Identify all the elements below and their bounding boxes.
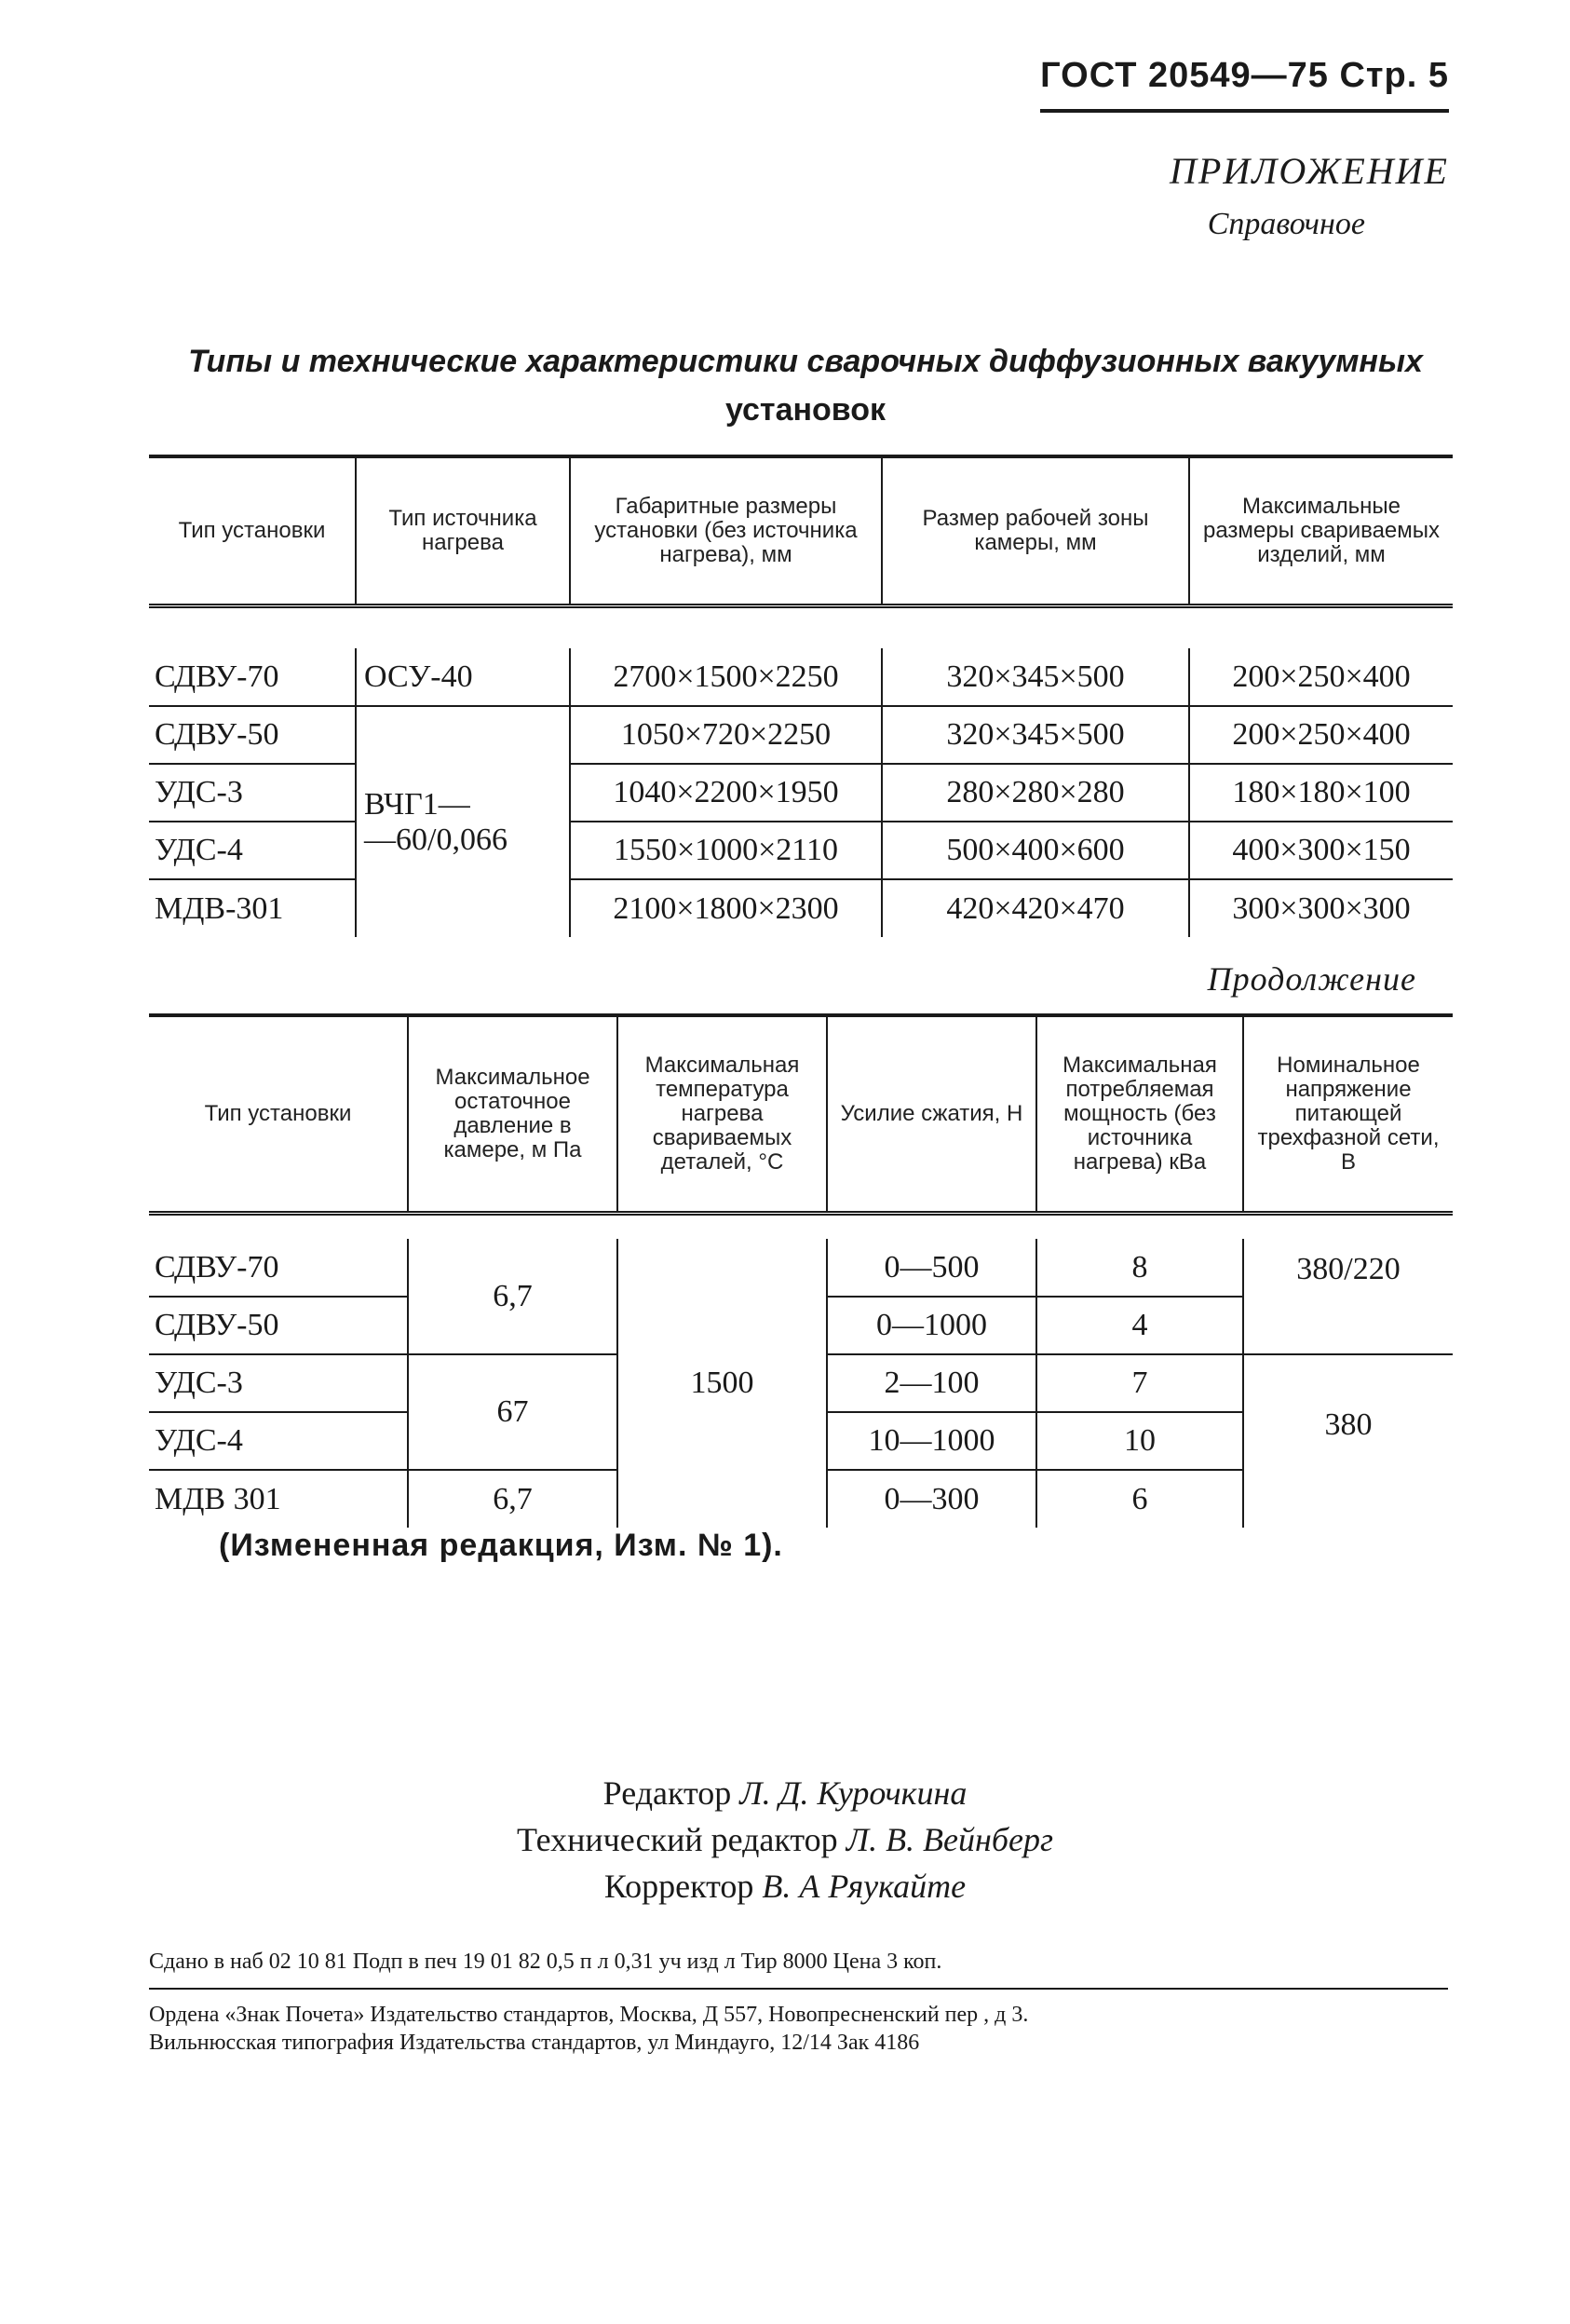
t2-cell-power: 4 [1036, 1297, 1243, 1354]
imprint-line-1: Сдано в наб 02 10 81 Подп в печ 19 01 82 0,5 п л 0,31 уч изд л Тир 8000 Цена 3 коп. [149, 1950, 1448, 1990]
t2-header-force: Усилие сжатия, Н [827, 1015, 1036, 1213]
table-row [149, 764, 1453, 822]
t2-cell-power: 6 [1036, 1470, 1243, 1528]
t1-cell-zone: 500×400×600 [882, 822, 1189, 879]
t1-cell-max: 400×300×150 [1189, 822, 1453, 879]
credit-proofreader: Корректор В. А Ряукайте [603, 1868, 967, 1905]
table-row [149, 879, 1453, 937]
page-header: ГОСТ 20549—75 Стр. 5 [1040, 56, 1449, 113]
t1-cell-type: МДВ-301 [155, 890, 284, 926]
specs-table-2 [149, 1013, 1453, 1528]
t1-cell-dims: 2700×1500×2250 [570, 648, 882, 706]
t1-cell-type: УДС-3 [149, 764, 356, 822]
t2-cell-voltage-b: 380 [1243, 1354, 1453, 1528]
t2-cell-type: СДВУ-70 [149, 1239, 408, 1297]
appendix-subtitle: Справочное [1207, 207, 1365, 241]
t1-cell-type: УДС-4 [149, 822, 356, 879]
t1-header-dims: Габаритные размеры установки (без источника нагрева), мм [570, 456, 882, 605]
t1-cell-dims: 2100×1800×2300 [570, 879, 882, 937]
t2-cell-type: УДС-4 [149, 1412, 408, 1470]
t2-cell-power: 7 [1036, 1354, 1243, 1412]
t2-cell-type: СДВУ-50 [149, 1297, 408, 1354]
imprint-line-3: Вильнюсская типография Издательства стандартов, ул Миндауго, 12/14 Зак 4186 [149, 2031, 920, 2055]
t2-cell-power: 8 [1036, 1239, 1243, 1297]
credit-tech-editor: Технический редактор Л. В. Вейнберг [516, 1821, 1054, 1858]
table-row [149, 822, 1453, 879]
t1-cell-source: ОСУ-40 [356, 648, 570, 706]
t2-cell-power: 10 [1036, 1412, 1243, 1470]
t2-cell-type: УДС-3 [149, 1354, 408, 1412]
t1-cell-type: СДВУ-50 [149, 706, 356, 764]
t2-cell-pressure-c: 6,7 [408, 1470, 617, 1528]
t1-cell-max: 300×300×300 [1189, 879, 1453, 937]
t2-cell-type: МДВ 301 [155, 1481, 281, 1516]
t1-cell-max: 200×250×400 [1189, 648, 1453, 706]
t2-cell-pressure-b: 67 [408, 1354, 617, 1470]
t1-cell-max: 200×250×400 [1189, 706, 1453, 764]
table-title-line1: Типы и технические характеристики сварочных диффузионных вакуумных [188, 344, 1423, 379]
t2-cell-force: 2—100 [827, 1354, 1036, 1412]
t1-header-zone: Размер рабочей зоны камеры, мм [882, 456, 1189, 605]
t1-cell-max: 180×180×100 [1189, 764, 1453, 822]
t2-cell-voltage-a: 380/220 [1243, 1239, 1453, 1354]
t2-cell-force: 0—1000 [827, 1297, 1036, 1354]
t1-cell-source-merged: ВЧГ1— —60/0,066 [356, 706, 570, 937]
t2-cell-pressure-a: 6,7 [408, 1239, 617, 1354]
t1-header-source: Тип источника нагрева [356, 456, 570, 605]
t2-header-temperature: Максимальная температура нагрева свариваемых деталей, °С [617, 1015, 827, 1213]
table-title [140, 337, 1471, 434]
revision-note: (Измененная редакция, Изм. № 1). [219, 1528, 783, 1563]
appendix-title: ПРИЛОЖЕНИЕ [1170, 150, 1449, 192]
t2-cell-temperature: 1500 [617, 1239, 827, 1528]
continuation-label: Продолжение [1207, 960, 1416, 998]
t1-cell-zone: 320×345×500 [882, 706, 1189, 764]
t2-cell-force: 0—300 [827, 1470, 1036, 1528]
t1-cell-dims: 1550×1000×2110 [570, 822, 882, 879]
t1-cell-dims: 1040×2200×1950 [570, 764, 882, 822]
table-row [149, 648, 1453, 706]
t1-cell-zone: 420×420×470 [882, 879, 1189, 937]
t1-header-type: Тип установки [178, 517, 326, 543]
table-title-line2: установок [724, 392, 887, 428]
credit-editor: Редактор Л. Д. Курочкина [602, 1774, 968, 1812]
t1-cell-zone: 320×345×500 [882, 648, 1189, 706]
t2-header-power: Максимальная потребляемая мощность (без источника нагрева) кВа [1036, 1015, 1243, 1213]
t1-cell-dims: 1050×720×2250 [570, 706, 882, 764]
t1-cell-type: СДВУ-70 [149, 648, 356, 706]
t1-cell-zone: 280×280×280 [882, 764, 1189, 822]
t1-header-max: Максимальные размеры свариваемых изделий, мм [1189, 456, 1453, 605]
credits-block [0, 1770, 1570, 1909]
t2-cell-force: 10—1000 [827, 1412, 1036, 1470]
t2-header-type: Тип установки [204, 1100, 352, 1126]
imprint-line-2: Ордена «Знак Почета» Издательство стандартов, Москва, Д 557, Новопресненский пер , д 3. [149, 2003, 1029, 2027]
specs-table-1 [149, 455, 1453, 937]
t2-cell-force: 0—500 [827, 1239, 1036, 1297]
table-row [149, 706, 1453, 764]
t2-header-pressure: Максимальное остаточное давление в камере, м Па [408, 1015, 617, 1213]
table-row [149, 1239, 1453, 1297]
t2-header-voltage: Номинальное напряжение питающей трехфазной сети, В [1243, 1015, 1453, 1213]
